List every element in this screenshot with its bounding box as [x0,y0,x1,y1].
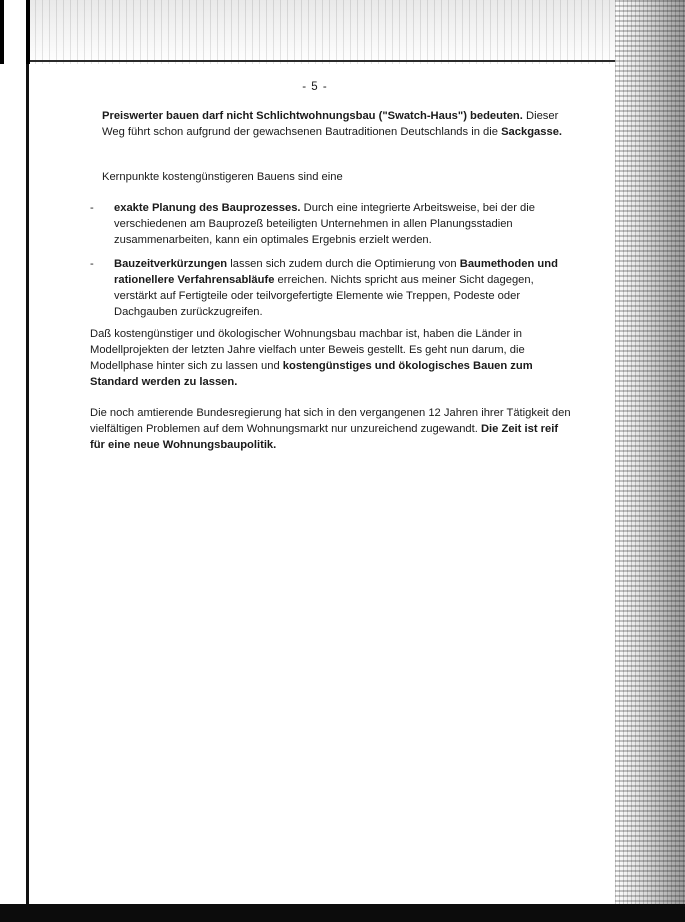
page-number: - 5 - [302,81,328,93]
closing-text: Die noch amtierende Bundesregierung hat sich in den vergangenen 12 Jahren ihrer Tätigkeit den vielfältigen Problemen auf dem Wohnungsmarkt nur unzureichend zugewandt. [90,407,571,435]
bullet-bold-methods: Baumethoden und rationellere Verfahrensabläufe [114,258,558,286]
bullet-body-text: Durch eine integrierte Arbeitsweise, bei der die verschiedenen am Bauprozeß beteiligten Unternehmen in allen Planungsstadien zusammenarbeiten, kann ein optimales Ergebnis erzielt werden. [114,202,535,246]
intro-bold-end: Sackgasse. [501,126,563,138]
bullet-marker: - [90,258,94,270]
bullet-text [114,200,564,248]
oeko-text: Daß kostengünstiger und ökologischer Wohnungsbau machbar ist, haben die Länder in Modellprojekten der letzten Jahre vielfach unter Beweis gestellt. Es geht nun darum, die Modellphase hinter sich zu lassen und [90,328,525,372]
closing-paragraph [90,405,575,453]
intro-bold: Preiswerter bauen darf nicht Schlichtwohnungsbau ("Swatch-Haus") bedeuten. [102,110,523,122]
bullet-marker: - [90,202,94,214]
intro-text: Dieser Weg führt schon aufgrund der gewachsenen Bautraditionen Deutschlands in die [102,110,559,138]
closing-bold: Die Zeit ist reif für eine neue Wohnungsbaupolitik. [90,423,559,451]
oeko-bold: kostengünstiges und ökologisches Bauen zum Standard werden zu lassen. [90,360,533,388]
bullet-body-text: lassen sich zudem durch die Optimierung von [227,258,460,270]
bullet-bold: exakte Planung des Bauprozesses. [114,202,301,214]
bullet-bold: Bauzeitverkürzungen [114,258,228,270]
bullet-body-text-end: erreichen. Nichts spricht aus meiner Sicht dagegen, verstärkt auf Fertigteile oder teilvorgefertigte Elemente wie Treppen, Podeste oder Dachgauben zurückzugreifen. [114,274,534,318]
intro-paragraph [102,108,572,140]
kernpunkte-line: Kernpunkte kostengünstigeren Bauens sind eine [102,171,343,183]
oeko-paragraph [90,326,575,390]
bullet-text [114,256,564,320]
